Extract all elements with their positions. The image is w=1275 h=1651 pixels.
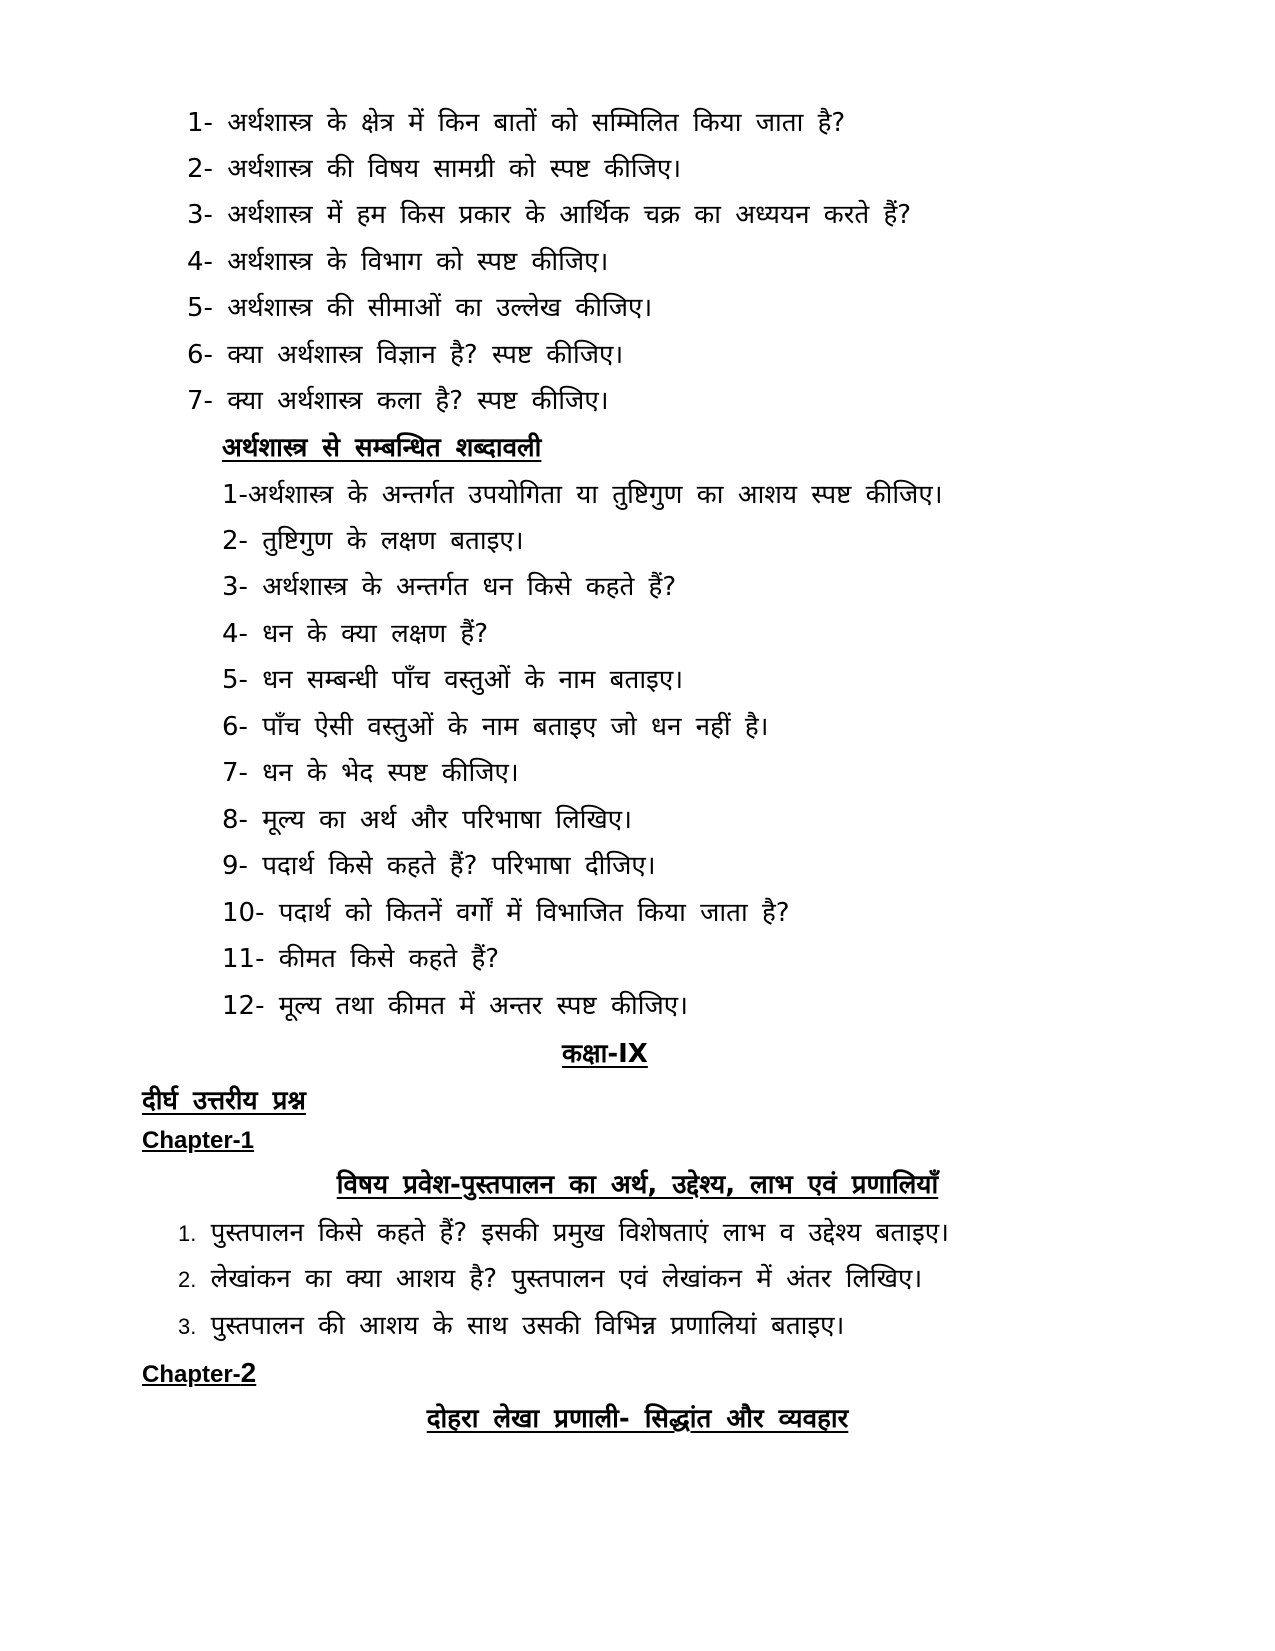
question-a-5: 5- अर्थशास्त्र की सीमाओं का उल्लेख कीजिए। bbox=[187, 293, 653, 323]
chapter-1-label: Chapter-1 bbox=[142, 1127, 255, 1154]
term-question-3: 3- अर्थशास्त्र के अन्तर्गत धन किसे कहते हैं? bbox=[222, 572, 677, 602]
question-a-4: 4- अर्थशास्त्र के विभाग को स्पष्ट कीजिए। bbox=[187, 247, 609, 277]
question-text: लेखांकन का क्या आशय है? पुस्तपालन एवं लेखांकन में अंतर लिखिए। bbox=[210, 1264, 923, 1294]
term-question-12: 12- मूल्य तथा कीमत में अन्तर स्पष्ट कीजिए। bbox=[222, 991, 688, 1021]
question-a-1: 1- अर्थशास्त्र के क्षेत्र में किन बातों को सम्मिलित किया जाता है? bbox=[187, 108, 846, 138]
question-number: 2. bbox=[178, 1267, 197, 1292]
term-question-5: 5- धन सम्बन्धी पाँच वस्तुओं के नाम बताइए। bbox=[222, 665, 684, 695]
question-a-3: 3- अर्थशास्त्र में हम किस प्रकार के आर्थिक चक्र का अध्ययन करते हैं? bbox=[187, 200, 912, 230]
question-a-7: 7- क्या अर्थशास्त्र कला है? स्पष्ट कीजिए। bbox=[187, 386, 609, 416]
term-question-4: 4- धन के क्या लक्षण हैं? bbox=[222, 619, 489, 649]
term-question-7: 7- धन के भेद स्पष्ट कीजिए। bbox=[222, 758, 519, 788]
term-question-6: 6- पाँच ऐसी वस्तुओं के नाम बताइए जो धन नहीं है। bbox=[222, 712, 769, 742]
question-number: 3. bbox=[178, 1314, 197, 1339]
question-a-2: 2- अर्थशास्त्र की विषय सामग्री को स्पष्ट कीजिए। bbox=[187, 154, 682, 184]
chapter-1-question-1 bbox=[178, 1216, 949, 1251]
term-question-11: 11- कीमत किसे कहते हैं? bbox=[222, 944, 500, 974]
term-question-9: 9- पदार्थ किसे कहते हैं? परिभाषा दीजिए। bbox=[222, 851, 656, 881]
term-question-2: 2- तुष्टिगुण के लक्षण बताइए। bbox=[222, 526, 524, 556]
chapter-2-label-number: 2 bbox=[240, 1357, 257, 1388]
chapter-2-title: दोहरा लेखा प्रणाली- सिद्धांत और व्यवहार bbox=[426, 1404, 849, 1434]
question-text: पुस्तपालन किसे कहते हैं? इसकी प्रमुख विशेषताएं लाभ व उद्देश्य बताइए। bbox=[210, 1218, 949, 1248]
chapter-2-label-prefix: Chapter- bbox=[142, 1361, 241, 1388]
chapter-1-question-3 bbox=[178, 1309, 844, 1344]
question-a-6: 6- क्या अर्थशास्त्र विज्ञान है? स्पष्ट कीजिए। bbox=[187, 340, 624, 370]
question-number: 1. bbox=[178, 1221, 197, 1246]
term-question-1: 1-अर्थशास्त्र के अन्तर्गत उपयोगिता या तुष्टिगुण का आशय स्पष्ट कीजिए। bbox=[222, 480, 943, 510]
question-text: पुस्तपालन की आशय के साथ उसकी विभिन्न प्रणालियां बताइए। bbox=[210, 1311, 845, 1341]
chapter-1-question-2 bbox=[178, 1262, 922, 1297]
term-question-10: 10- पदार्थ को कितनें वर्गों में विभाजित किया जाता है? bbox=[222, 898, 790, 928]
chapter-2-label bbox=[142, 1356, 256, 1392]
terms-heading: अर्थशास्त्र से सम्बन्धित शब्दावली bbox=[222, 433, 542, 463]
long-answer-heading: दीर्घ उत्तरीय प्रश्न bbox=[142, 1086, 306, 1116]
chapter-1-title: विषय प्रवेश-पुस्तपालन का अर्थ, उद्देश्य, लाभ एवं प्रणालियाँ bbox=[336, 1170, 939, 1200]
term-question-8: 8- मूल्य का अर्थ और परिभाषा लिखिए। bbox=[222, 805, 632, 835]
class-heading: कक्षा-IX bbox=[562, 1039, 648, 1069]
